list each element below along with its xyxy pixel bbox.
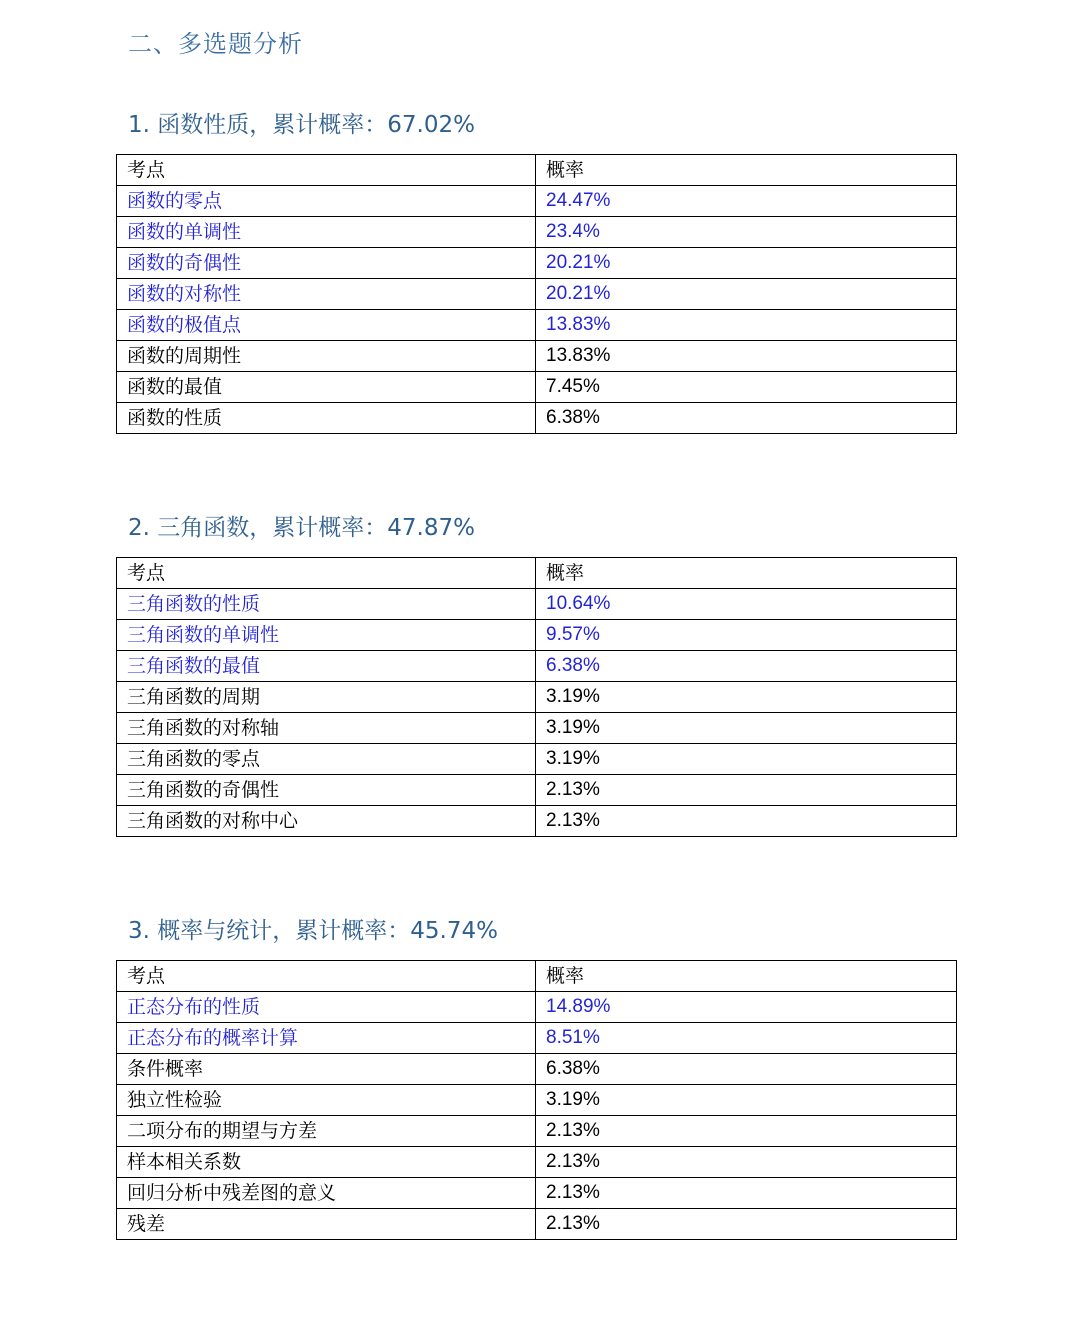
header-topic: 考点: [117, 558, 536, 589]
prob-cell: 3.19%: [536, 682, 957, 713]
prob-cell: 6.38%: [536, 1054, 957, 1085]
table-row: [117, 713, 957, 744]
topic-cell: 函数的极值点: [117, 310, 536, 341]
prob-cell: 2.13%: [536, 1178, 957, 1209]
page-title: 二、多选题分析: [128, 30, 303, 58]
header-prob: 概率: [536, 558, 957, 589]
topic-cell: 三角函数的对称中心: [117, 806, 536, 837]
section-1-heading: 1. 函数性质，累计概率：67.02%: [128, 112, 475, 138]
table-row: [117, 372, 957, 403]
prob-cell: 2.13%: [536, 1147, 957, 1178]
topic-cell: 三角函数的对称轴: [117, 713, 536, 744]
table-row: [117, 651, 957, 682]
prob-cell: 6.38%: [536, 651, 957, 682]
prob-cell: 13.83%: [536, 310, 957, 341]
prob-cell: 8.51%: [536, 1023, 957, 1054]
topic-cell: 函数的最值: [117, 372, 536, 403]
header-prob: 概率: [536, 155, 957, 186]
topic-cell: 三角函数的性质: [117, 589, 536, 620]
header-topic: 考点: [117, 961, 536, 992]
prob-cell: 20.21%: [536, 279, 957, 310]
topic-cell: 函数的零点: [117, 186, 536, 217]
topic-cell: 回归分析中残差图的意义: [117, 1178, 536, 1209]
table-row: [117, 403, 957, 434]
prob-cell: 6.38%: [536, 403, 957, 434]
section-2-heading: 2. 三角函数，累计概率：47.87%: [128, 515, 475, 541]
prob-cell: 13.83%: [536, 341, 957, 372]
prob-cell: 7.45%: [536, 372, 957, 403]
table-row: [117, 248, 957, 279]
table-row: [117, 744, 957, 775]
section-1-table: [116, 154, 957, 434]
prob-cell: 10.64%: [536, 589, 957, 620]
topic-cell: 独立性检验: [117, 1085, 536, 1116]
prob-cell: 3.19%: [536, 1085, 957, 1116]
topic-cell: 条件概率: [117, 1054, 536, 1085]
table-row: [117, 341, 957, 372]
topic-cell: 正态分布的性质: [117, 992, 536, 1023]
prob-cell: 2.13%: [536, 775, 957, 806]
table-row: [117, 806, 957, 837]
section-3-table: [116, 960, 957, 1240]
prob-cell: 2.13%: [536, 1209, 957, 1240]
table-header-row: [117, 155, 957, 186]
header-topic: 考点: [117, 155, 536, 186]
table-row: [117, 1116, 957, 1147]
prob-cell: 2.13%: [536, 806, 957, 837]
section-3-heading: 3. 概率与统计，累计概率：45.74%: [128, 918, 498, 944]
topic-cell: 函数的奇偶性: [117, 248, 536, 279]
topic-cell: 正态分布的概率计算: [117, 1023, 536, 1054]
table-row: [117, 682, 957, 713]
prob-cell: 3.19%: [536, 713, 957, 744]
topic-cell: 函数的单调性: [117, 217, 536, 248]
table-row: [117, 186, 957, 217]
table-row: [117, 589, 957, 620]
section-2-table: [116, 557, 957, 837]
topic-cell: 三角函数的零点: [117, 744, 536, 775]
table-row: [117, 279, 957, 310]
prob-cell: 20.21%: [536, 248, 957, 279]
table-header-row: [117, 961, 957, 992]
topic-cell: 函数的周期性: [117, 341, 536, 372]
table-row: [117, 1023, 957, 1054]
table-row: [117, 1178, 957, 1209]
table-row: [117, 1085, 957, 1116]
prob-cell: 3.19%: [536, 744, 957, 775]
topic-cell: 样本相关系数: [117, 1147, 536, 1178]
prob-cell: 23.4%: [536, 217, 957, 248]
prob-cell: 9.57%: [536, 620, 957, 651]
header-prob: 概率: [536, 961, 957, 992]
topic-cell: 二项分布的期望与方差: [117, 1116, 536, 1147]
topic-cell: 函数的性质: [117, 403, 536, 434]
topic-cell: 函数的对称性: [117, 279, 536, 310]
table-row: [117, 217, 957, 248]
table-header-row: [117, 558, 957, 589]
table-row: [117, 1054, 957, 1085]
topic-cell: 残差: [117, 1209, 536, 1240]
topic-cell: 三角函数的单调性: [117, 620, 536, 651]
table-row: [117, 992, 957, 1023]
prob-cell: 2.13%: [536, 1116, 957, 1147]
topic-cell: 三角函数的奇偶性: [117, 775, 536, 806]
table-row: [117, 775, 957, 806]
prob-cell: 24.47%: [536, 186, 957, 217]
topic-cell: 三角函数的最值: [117, 651, 536, 682]
prob-cell: 14.89%: [536, 992, 957, 1023]
topic-cell: 三角函数的周期: [117, 682, 536, 713]
table-row: [117, 1209, 957, 1240]
table-row: [117, 620, 957, 651]
table-row: [117, 310, 957, 341]
table-row: [117, 1147, 957, 1178]
